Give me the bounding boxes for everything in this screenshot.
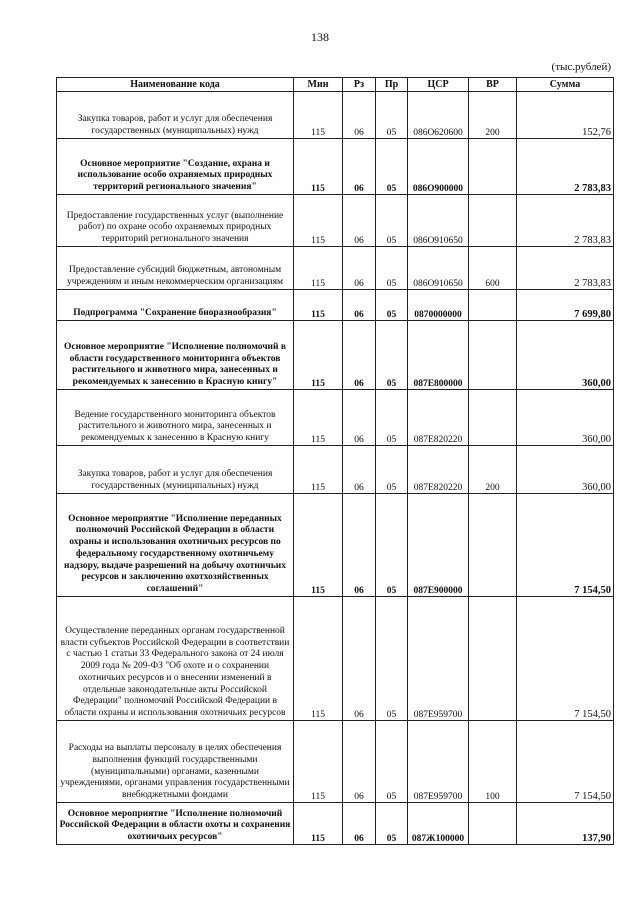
row-rz: 06 xyxy=(343,139,376,195)
row-min: 115 xyxy=(294,321,343,390)
row-sum: 360,00 xyxy=(517,390,614,446)
row-sum: 7 154,50 xyxy=(517,494,614,597)
row-pr: 05 xyxy=(376,494,408,597)
header-name: Наименование кода xyxy=(57,78,294,92)
row-vr xyxy=(469,597,517,721)
table-row xyxy=(57,290,614,321)
row-pr: 05 xyxy=(376,290,408,321)
row-min: 115 xyxy=(294,390,343,446)
table-row xyxy=(57,195,614,247)
row-vr: 200 xyxy=(469,92,517,139)
table-header-row xyxy=(57,78,614,92)
row-csr: 086О910650 xyxy=(408,247,469,290)
row-vr: 200 xyxy=(469,446,517,494)
row-csr: 086О910650 xyxy=(408,195,469,247)
row-name: Осуществление переданных органам государственной власти субъектов Российской Федерации в соответствии с частью 1 статьи 33 Федерального закона от 24 июля 2009 года № 209-ФЗ "Об охоте и о сохранении охотничьих ресурсов и о внесении изменений в отдельные законодательные акты Российской Федерации" полномочий Российской Федерации в области охраны и использования охотничьих ресурсов xyxy=(57,597,294,721)
row-rz: 06 xyxy=(343,247,376,290)
row-sum: 137,90 xyxy=(517,803,614,845)
table-row xyxy=(57,597,614,721)
row-pr: 05 xyxy=(376,597,408,721)
row-min: 115 xyxy=(294,721,343,803)
row-sum: 360,00 xyxy=(517,321,614,390)
table-row xyxy=(57,721,614,803)
row-sum: 2 783,83 xyxy=(517,139,614,195)
row-vr xyxy=(469,390,517,446)
row-rz: 06 xyxy=(343,390,376,446)
row-csr: 086О620600 xyxy=(408,92,469,139)
header-pr: Пр xyxy=(376,78,408,92)
table-row xyxy=(57,92,614,139)
budget-table xyxy=(56,77,614,845)
row-pr: 05 xyxy=(376,139,408,195)
row-rz: 06 xyxy=(343,290,376,321)
row-rz: 06 xyxy=(343,321,376,390)
row-vr: 600 xyxy=(469,247,517,290)
row-rz: 06 xyxy=(343,494,376,597)
row-min: 115 xyxy=(294,92,343,139)
row-vr xyxy=(469,803,517,845)
row-pr: 05 xyxy=(376,195,408,247)
row-sum: 152,76 xyxy=(517,92,614,139)
row-sum: 360,00 xyxy=(517,446,614,494)
row-rz: 06 xyxy=(343,803,376,845)
row-name: Основное мероприятие "Исполнение полномочий Российской Федерации в области охоты и сохранения охотничьих ресурсов" xyxy=(57,803,294,845)
header-vr: ВР xyxy=(469,78,517,92)
table-row xyxy=(57,139,614,195)
row-sum: 7 154,50 xyxy=(517,597,614,721)
row-csr: 087Ж100000 xyxy=(408,803,469,845)
table-row xyxy=(57,321,614,390)
row-sum: 2 783,83 xyxy=(517,247,614,290)
row-rz: 06 xyxy=(343,597,376,721)
header-csr: ЦСР xyxy=(408,78,469,92)
row-min: 115 xyxy=(294,446,343,494)
row-name: Ведение государственного мониторинга объектов растительного и животного мира, занесенных и рекомендуемых к занесению в Красную книгу xyxy=(57,390,294,446)
row-name: Предоставление субсидий бюджетным, автономным учреждениям и иным некоммерческим организациям xyxy=(57,247,294,290)
row-vr xyxy=(469,494,517,597)
row-vr xyxy=(469,195,517,247)
table-row xyxy=(57,494,614,597)
units-label: (тыс.рублей) xyxy=(551,61,611,73)
row-name: Предоставление государственных услуг (выполнение работ) по охране особо охраняемых природных территорий регионального значения xyxy=(57,195,294,247)
row-rz: 06 xyxy=(343,195,376,247)
row-pr: 05 xyxy=(376,721,408,803)
row-vr xyxy=(469,290,517,321)
row-sum: 2 783,83 xyxy=(517,195,614,247)
row-name: Основное мероприятие "Создание, охрана и использование особо охраняемых природных территорий регионального значения" xyxy=(57,139,294,195)
header-sum: Сумма xyxy=(517,78,614,92)
table-row xyxy=(57,247,614,290)
row-rz: 06 xyxy=(343,446,376,494)
row-pr: 05 xyxy=(376,446,408,494)
row-pr: 05 xyxy=(376,321,408,390)
row-pr: 05 xyxy=(376,247,408,290)
page-number: 138 xyxy=(311,30,329,44)
row-vr xyxy=(469,321,517,390)
row-min: 115 xyxy=(294,803,343,845)
row-name: Закупка товаров, работ и услуг для обеспечения государственных (муниципальных) нужд xyxy=(57,92,294,139)
row-min: 115 xyxy=(294,247,343,290)
row-sum: 7 699,80 xyxy=(517,290,614,321)
table-row xyxy=(57,803,614,845)
row-vr: 100 xyxy=(469,721,517,803)
row-csr: 087Е820220 xyxy=(408,390,469,446)
row-name: Основное мероприятие "Исполнение полномочий в области государственного мониторинга объектов растительного и животного мира, занесенных и рекомендуемых к занесению в Красную книгу" xyxy=(57,321,294,390)
header-min: Мин xyxy=(294,78,343,92)
row-rz: 06 xyxy=(343,92,376,139)
row-min: 115 xyxy=(294,290,343,321)
row-csr: 087Е959700 xyxy=(408,597,469,721)
row-min: 115 xyxy=(294,195,343,247)
row-csr: 0870000000 xyxy=(408,290,469,321)
row-name: Закупка товаров, работ и услуг для обеспечения государственных (муниципальных) нужд xyxy=(57,446,294,494)
row-csr: 087Е820220 xyxy=(408,446,469,494)
row-min: 115 xyxy=(294,597,343,721)
table-row xyxy=(57,446,614,494)
row-csr: 087Е900000 xyxy=(408,494,469,597)
table-row xyxy=(57,390,614,446)
row-pr: 05 xyxy=(376,92,408,139)
header-rz: Рз xyxy=(343,78,376,92)
row-vr xyxy=(469,139,517,195)
row-name: Основное мероприятие "Исполнение переданных полномочий Российской Федерации в области охраны и использования охотничьих ресурсов по федеральному государственному охотничьему надзору, выдаче разрешений на добычу охотничьих ресурсов и заключению охотхозяйственных соглашений" xyxy=(57,494,294,597)
row-rz: 06 xyxy=(343,721,376,803)
row-csr: 087Е959700 xyxy=(408,721,469,803)
row-sum: 7 154,50 xyxy=(517,721,614,803)
row-pr: 05 xyxy=(376,803,408,845)
row-csr: 087Е800000 xyxy=(408,321,469,390)
row-min: 115 xyxy=(294,139,343,195)
row-name: Расходы на выплаты персоналу в целях обеспечения выполнения функций государственными (муниципальными) органами, казенными учреждениями, органами управления государственными внебюджетными фондами xyxy=(57,721,294,803)
row-pr: 05 xyxy=(376,390,408,446)
row-csr: 086О900000 xyxy=(408,139,469,195)
row-name: Подпрограмма "Сохранение биоразнообразия" xyxy=(57,290,294,321)
row-min: 115 xyxy=(294,494,343,597)
